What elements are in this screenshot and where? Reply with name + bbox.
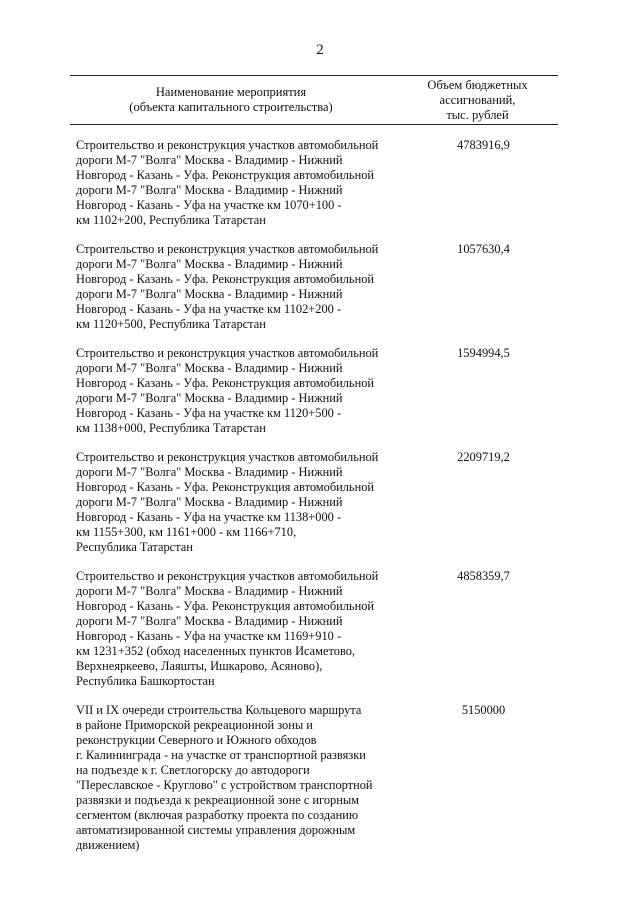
row-name: [76, 450, 406, 555]
row-name-line: Новгород - Казань - Уфа. Реконструкция автомобильной: [76, 480, 375, 494]
header-amount-line: тыс. рублей: [446, 108, 509, 122]
header-column-amount: [397, 78, 558, 123]
header-name-line: (объекта капитального строительства): [129, 100, 333, 114]
page-number: 2: [316, 42, 324, 58]
table-row: [76, 242, 556, 332]
row-name-line: Строительство и реконструкция участков автомобильной: [76, 450, 379, 464]
row-name-line: развязки и подъезда к рекреационной зоне с игорным: [76, 793, 360, 807]
row-name-line: дороги М-7 "Волга" Москва - Владимир - Нижний: [76, 391, 343, 405]
row-name-line: дороги М-7 "Волга" Москва - Владимир - Нижний: [76, 153, 343, 167]
row-name-line: дороги М-7 "Волга" Москва - Владимир - Нижний: [76, 287, 343, 301]
row-amount: 2209719,2: [457, 450, 510, 464]
row-name: [76, 346, 406, 436]
row-amount: 4783916,9: [457, 138, 510, 152]
row-name-line: движением): [76, 838, 140, 852]
row-name-line: Новгород - Казань - Уфа на участке км 1070+100 -: [76, 198, 342, 212]
row-name-line: Строительство и реконструкция участков автомобильной: [76, 346, 379, 360]
row-name-line: Новгород - Казань - Уфа. Реконструкция автомобильной: [76, 168, 375, 182]
row-name-line: Новгород - Казань - Уфа на участке км 1138+000 -: [76, 510, 342, 524]
row-name-line: "Переславское - Круглово" с устройством транспортной: [76, 778, 373, 792]
row-amount: 5150000: [461, 703, 506, 717]
row-name-line: дороги М-7 "Волга" Москва - Владимир - Нижний: [76, 495, 343, 509]
row-name-line: Республика Татарстан: [76, 540, 193, 554]
row-name-line: VII и IX очереди строительства Кольцевого маршрута: [76, 703, 362, 717]
table-row: [76, 569, 556, 689]
row-name-line: Новгород - Казань - Уфа. Реконструкция автомобильной: [76, 376, 375, 390]
row-name-line: дороги М-7 "Волга" Москва - Владимир - Нижний: [76, 361, 343, 375]
row-name-line: сегментом (включая разработку проекта по созданию: [76, 808, 359, 822]
header-amount-line: Объем бюджетных: [427, 78, 528, 92]
row-amount: 1057630,4: [457, 242, 510, 256]
header-name-line: Наименование мероприятия: [155, 85, 307, 99]
row-name-line: автоматизированной системы управления дорожным: [76, 823, 356, 837]
table-row: [76, 450, 556, 555]
table-row: [76, 138, 556, 228]
row-name-line: км 1138+000, Республика Татарстан: [76, 421, 266, 435]
row-name-line: Верхнеяркеево, Лаяшты, Ишкарово, Асяново),: [76, 659, 323, 673]
row-name-line: на подъезде к г. Светлогорску до автодороги: [76, 763, 310, 777]
row-name-line: Строительство и реконструкция участков автомобильной: [76, 242, 379, 256]
table-header: [70, 75, 558, 125]
row-name-line: дороги М-7 "Волга" Москва - Владимир - Нижний: [76, 257, 343, 271]
header-column-name: [70, 85, 392, 115]
row-name-line: реконструкции Северного и Южного обходов: [76, 733, 317, 747]
row-name-line: км 1155+300, км 1161+000 - км 1166+710,: [76, 525, 297, 539]
row-amount: 1594994,5: [457, 346, 510, 360]
row-name-line: дороги М-7 "Волга" Москва - Владимир - Нижний: [76, 584, 343, 598]
row-name: [76, 242, 406, 332]
row-name-line: Новгород - Казань - Уфа на участке км 1169+910 -: [76, 629, 342, 643]
row-name: [76, 703, 406, 853]
row-name-line: Новгород - Казань - Уфа на участке км 1102+200 -: [76, 302, 342, 316]
row-name-line: в районе Приморской рекреационной зоны и: [76, 718, 313, 732]
row-name-line: км 1231+352 (обход населенных пунктов Исаметово,: [76, 644, 356, 658]
row-name-line: дороги М-7 "Волга" Москва - Владимир - Нижний: [76, 465, 343, 479]
table-row: [76, 346, 556, 436]
table-body: [76, 138, 556, 867]
row-name-line: км 1120+500, Республика Татарстан: [76, 317, 266, 331]
row-name-line: г. Калининграда - на участке от транспортной развязки: [76, 748, 366, 762]
row-name-line: Новгород - Казань - Уфа. Реконструкция автомобильной: [76, 272, 375, 286]
row-name-line: дороги М-7 "Волга" Москва - Владимир - Нижний: [76, 614, 343, 628]
row-amount: 4858359,7: [457, 569, 510, 583]
row-name-line: Новгород - Казань - Уфа на участке км 1120+500 -: [76, 406, 342, 420]
row-name: [76, 138, 406, 228]
row-name-line: Новгород - Казань - Уфа. Реконструкция автомобильной: [76, 599, 375, 613]
row-name-line: Строительство и реконструкция участков автомобильной: [76, 138, 379, 152]
row-name-line: Строительство и реконструкция участков автомобильной: [76, 569, 379, 583]
table-row: [76, 703, 556, 853]
row-name-line: км 1102+200, Республика Татарстан: [76, 213, 266, 227]
row-name: [76, 569, 406, 689]
row-name-line: Республика Башкортостан: [76, 674, 215, 688]
row-name-line: дороги М-7 "Волга" Москва - Владимир - Нижний: [76, 183, 343, 197]
header-amount-line: ассигнований,: [439, 93, 516, 107]
